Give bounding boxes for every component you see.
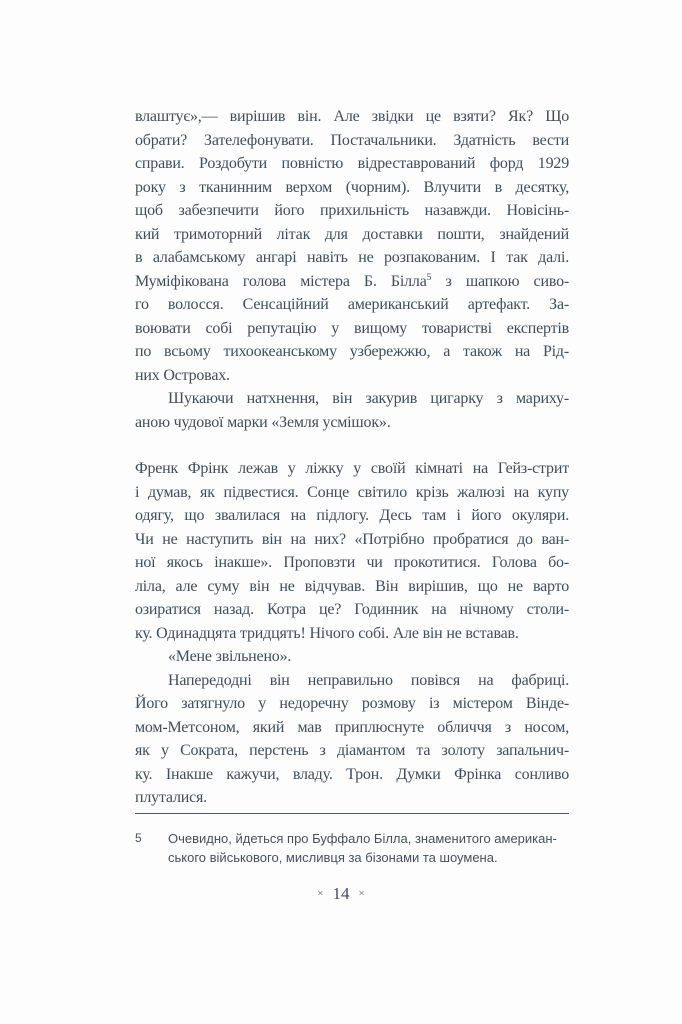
footnote-text-line: Очевидно, йдеться про Буффало Білла, знаменитого американ- [168, 830, 557, 846]
text-line: ної якось інакше». Проповзти чи прокотитися. Голова бо- [135, 554, 569, 571]
text-column [135, 105, 569, 868]
paragraph [135, 387, 569, 434]
text-line: Чи не наступить він на них? «Потрібно пробратися до ван- [135, 530, 569, 548]
footnote-number: 5 [135, 830, 142, 845]
text-line: Шукаючи натхнення, він закурив цигарку з мариху- [168, 390, 569, 407]
text-line: щоб забезпечити його прихильність назавжди. Новісінь- [135, 202, 569, 219]
text-line: аною чудової марки «Земля усмішок». [135, 413, 391, 431]
text-line: ку. Одинадцята тридцять! Нічого собі. Але він не вставав. [135, 624, 519, 642]
text-line: «Мене звільнено». [168, 648, 292, 665]
text-line: ліла, але суму він не відчував. Він вирішив, що не варто [135, 577, 569, 595]
text-line: року з тканинним верхом (чорним). Влучити в десятку, [135, 178, 569, 196]
text-line: одягу, що звалилася на підлогу. Десь там і його окуляри. [135, 507, 569, 524]
text-line: них Островах. [135, 366, 230, 384]
text-line: мом-Метсоном, який мав приплюснуте обличчя з носом, [135, 718, 569, 736]
footnote-reference: 5 [426, 272, 432, 283]
text-line: влаштує»,— вирішив він. Але звідки це взяти? Як? Що [135, 108, 569, 125]
text-line: кий тримоторний літак для доставки пошти, знайдений [135, 225, 569, 243]
text-segment: Муміфікована голова містера Б. Білла [135, 272, 427, 290]
text-line: Напередодні він неправильно повівся на фабриці. [168, 671, 569, 689]
page-number-ornament-left: × [317, 887, 324, 900]
page-number [0, 884, 682, 904]
footnote-text-line: ського військового, мисливця за бізонами та шоумена. [168, 850, 498, 865]
paragraph [135, 457, 569, 645]
footnote-body [168, 829, 569, 868]
text-line: ку. Інакше кажучи, владу. Трон. Думки Фрінка сонливо [135, 765, 569, 783]
text-line: Френк Фрінк лежав у ліжку у своїй кімнаті на Гейз-стрит [135, 460, 569, 477]
page-number-value: 14 [332, 884, 350, 903]
text-line [135, 270, 569, 294]
text-line: обрати? Зателефонувати. Постачальники. Здатність вести [135, 131, 569, 149]
text-line: справи. Роздобути повністю відреставрований форд 1929 [135, 155, 569, 172]
text-segment: з шапкою сиво- [431, 272, 569, 290]
page-number-ornament-right: × [358, 887, 365, 900]
text-line: в алабамському ангарі навіть не розпакованим. І так далі. [135, 249, 569, 266]
section-break [135, 434, 569, 457]
footnote [135, 822, 569, 868]
text-line: го волосся. Сенсаційний американський артефакт. За- [135, 296, 569, 313]
paragraph [135, 669, 569, 810]
text-line: по всьому тихоокеанському узбережжю, а також на Рід- [135, 343, 569, 360]
text-line: воювати собі репутацію у вищому товаристві експертів [135, 319, 569, 337]
text-line: плуталися. [135, 789, 207, 806]
paragraph [135, 105, 569, 387]
text-line: і думав, як підвестися. Сонце світило крізь жалюзі на купу [135, 483, 569, 501]
footnote-separator [135, 813, 569, 814]
text-line: як у Сократа, перстень з діамантом та золоту запальнич- [135, 742, 569, 759]
text-line: озиратися назад. Котра це? Годинник на нічному столи- [135, 601, 569, 618]
text-line: Його затягнуло у недоречну розмову із містером Вінде- [135, 695, 569, 712]
paragraph [135, 645, 569, 669]
